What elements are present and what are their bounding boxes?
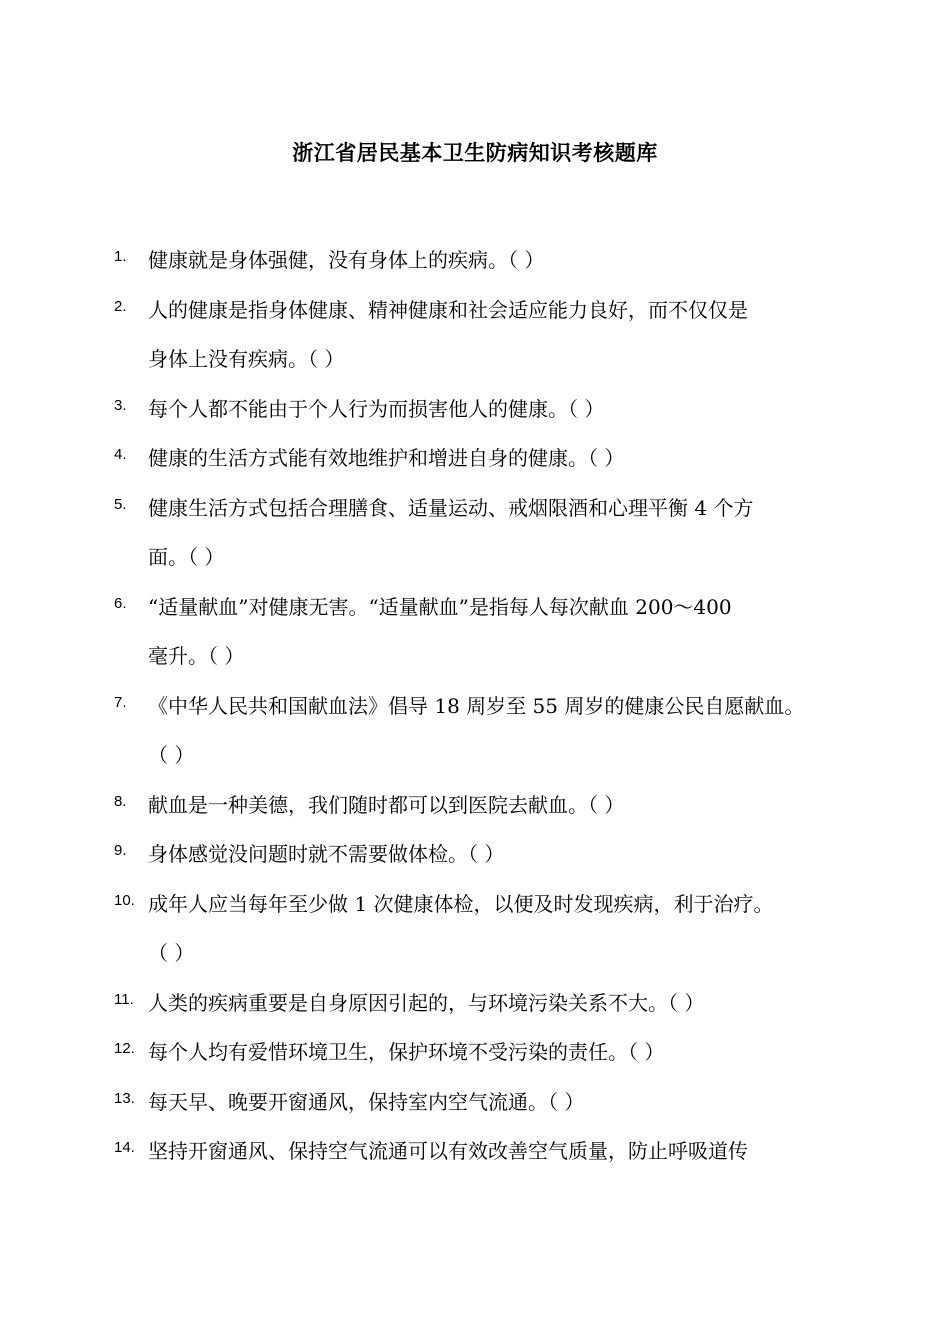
question-number: 1. <box>114 248 127 265</box>
question-number: 13. <box>114 1089 135 1107</box>
question-number: 4. <box>114 446 127 463</box>
question-text: 《中华人民共和国献血法》倡导 18 周岁至 55 周岁的健康公民自愿献血。 （ ） <box>148 693 805 767</box>
question-text: 每天早、晚要开窗通风，保持室内空气流通。（ ） <box>148 1089 585 1114</box>
question-number: 14. <box>114 1139 135 1156</box>
question-number: 9. <box>114 842 127 859</box>
question-list <box>0 236 950 1177</box>
question-text: “适量献血”对健康无害。“适量献血”是指每人每次献血 200～400 毫升。（ ） <box>148 594 732 668</box>
question-text: 每个人均有爱惜环境卫生，保护环境不受污染的责任。（ ） <box>148 1040 665 1064</box>
question-item <box>0 385 950 435</box>
question-item <box>0 484 950 583</box>
question-number: 3. <box>114 396 127 414</box>
question-number: 2. <box>114 297 127 315</box>
question-item <box>0 434 950 484</box>
question-item <box>0 583 950 682</box>
page-title: 浙江省居民基本卫生防病知识考核题库 <box>292 141 658 165</box>
question-number: 6. <box>114 594 127 612</box>
question-item <box>0 236 950 286</box>
question-text: 健康生活方式包括合理膳食、适量运动、戒烟限酒和心理平衡 4 个方 面。（ ） <box>148 495 754 569</box>
question-text: 身体感觉没问题时就不需要做体检。（ ） <box>148 842 505 866</box>
question-number: 7. <box>114 693 127 711</box>
question-item <box>0 979 950 1029</box>
question-item <box>0 830 950 880</box>
question-item <box>0 1127 950 1177</box>
question-number: 11. <box>114 990 134 1008</box>
question-text: 健康的生活方式能有效地维护和增进自身的健康。（ ） <box>148 446 625 470</box>
question-text: 献血是一种美德，我们随时都可以到医院去献血。（ ） <box>148 792 625 817</box>
question-item <box>0 1078 950 1128</box>
question-text: 健康就是身体强健，没有身体上的疾病。（ ） <box>148 248 545 272</box>
question-item <box>0 286 950 385</box>
question-number: 12. <box>114 1040 135 1057</box>
question-number: 5. <box>114 495 127 513</box>
question-item <box>0 682 950 781</box>
question-number: 8. <box>114 792 127 810</box>
question-item <box>0 880 950 979</box>
question-item <box>0 1028 950 1078</box>
question-text: 成年人应当每年至少做 1 次健康体检，以便及时发现疾病，利于治疗。 （ ） <box>148 891 774 965</box>
question-number: 10. <box>114 891 135 909</box>
question-text: 坚持开窗通风、保持空气流通可以有效改善空气质量，防止呼吸道传 <box>148 1139 748 1163</box>
question-text: 人的健康是指身体健康、精神健康和社会适应能力良好，而不仅仅是 身体上没有疾病。（ ） <box>148 297 748 371</box>
question-text: 每个人都不能由于个人行为而损害他人的健康。（ ） <box>148 396 605 421</box>
question-text: 人类的疾病重要是自身原因引起的，与环境污染关系不大。（ ） <box>148 990 705 1015</box>
question-item <box>0 781 950 831</box>
